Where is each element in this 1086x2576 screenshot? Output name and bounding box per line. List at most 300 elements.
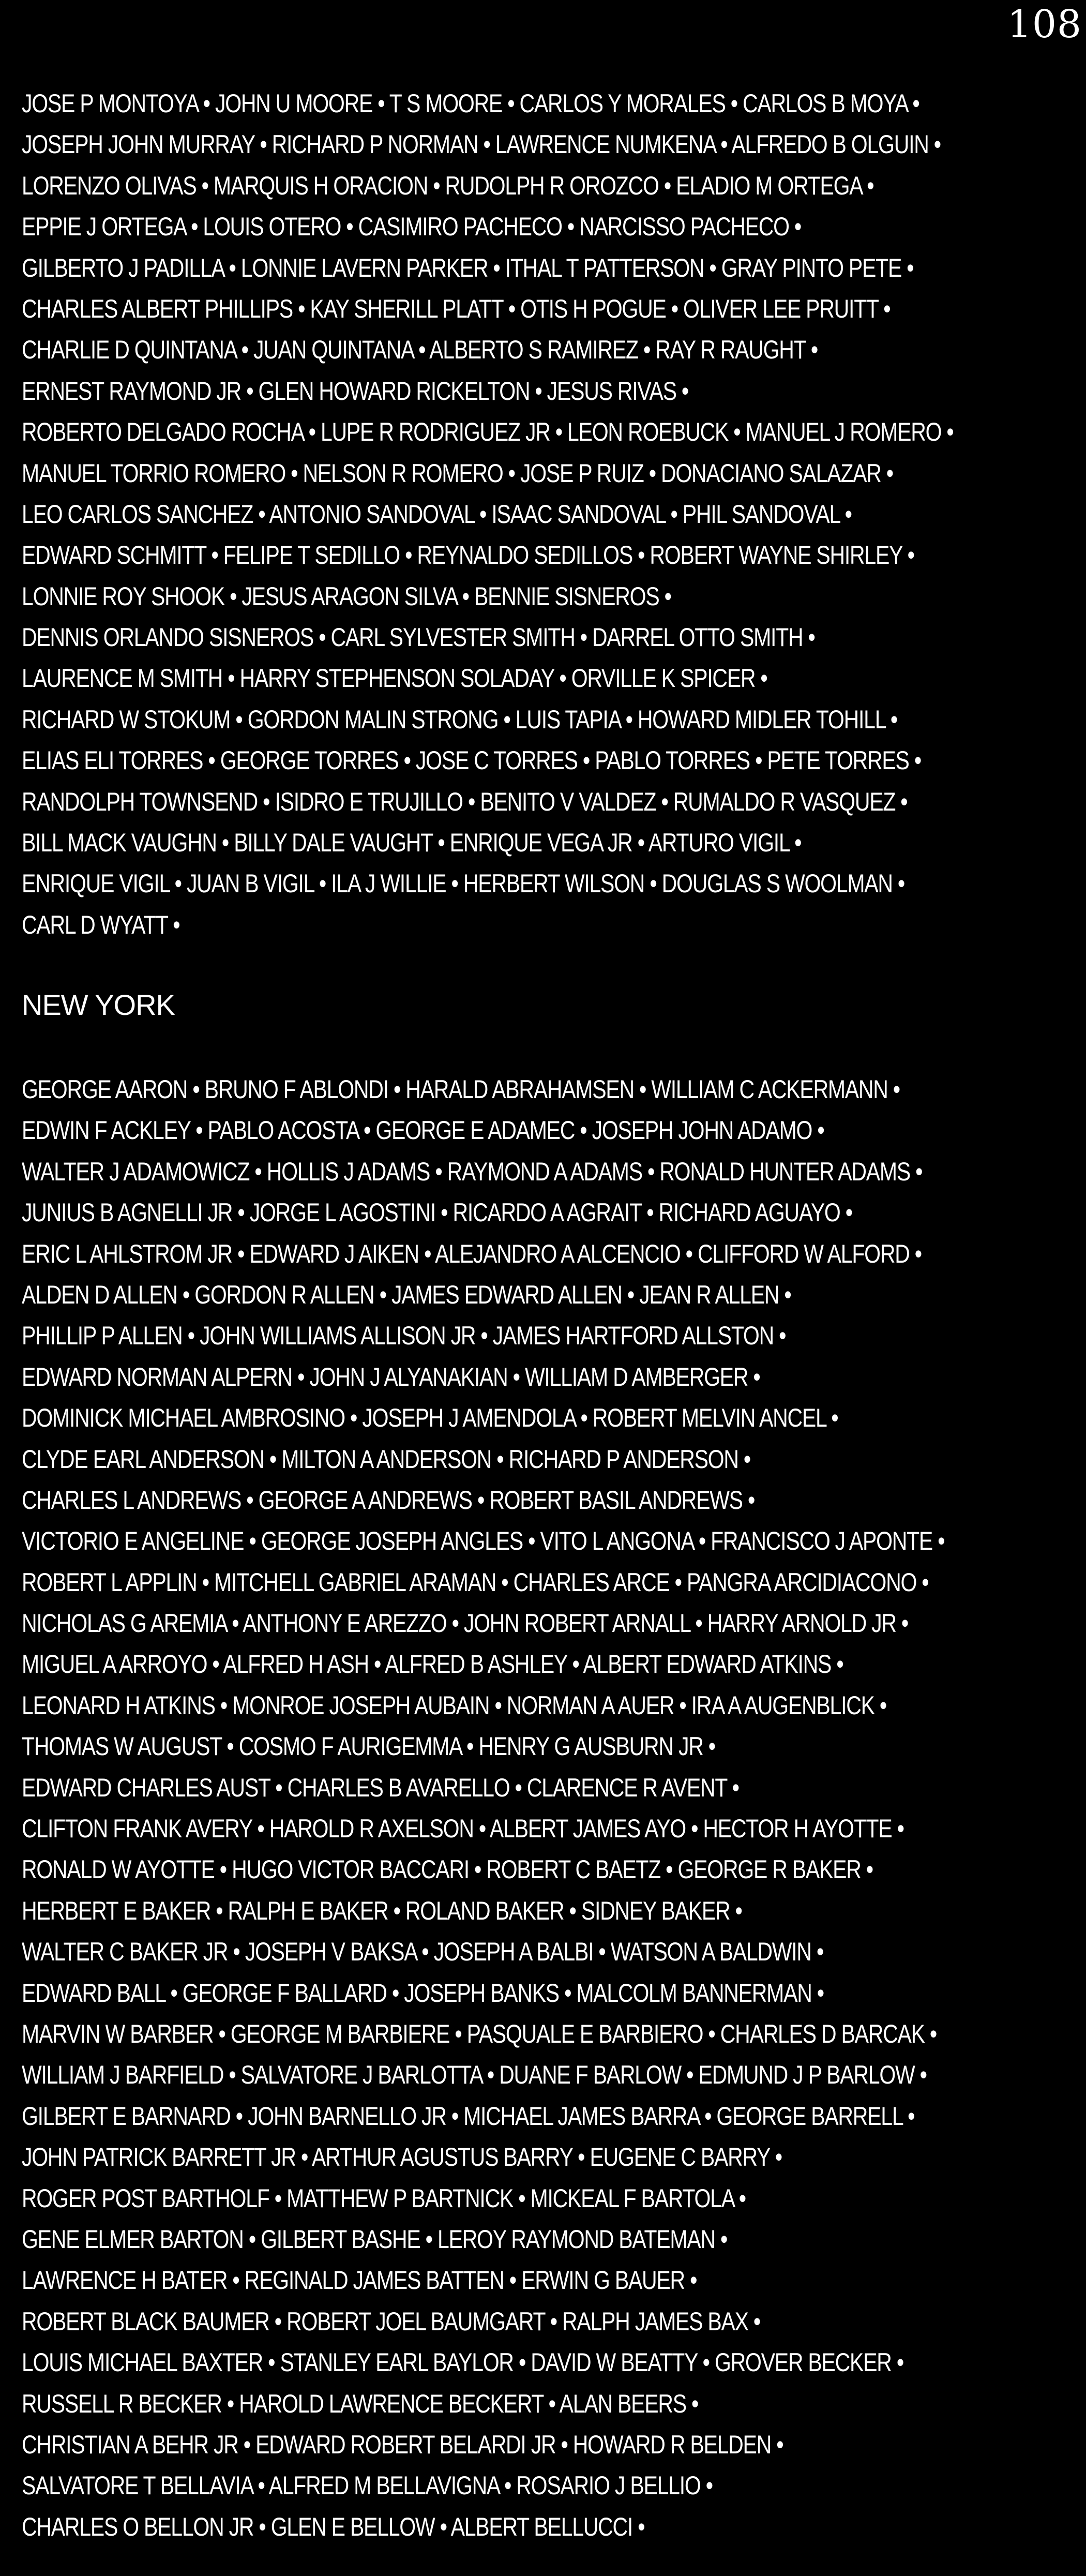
name-separator: • [742,1485,755,1515]
name-line [22,330,887,370]
name-separator: • [264,1444,282,1474]
name-separator: • [771,2430,783,2459]
engraved-name: WILLIAM D AMBERGER [524,1362,748,1391]
name-separator: • [559,1978,577,2008]
name-separator: • [223,2060,241,2090]
engraved-name: KAY SHERILL PLATT [310,294,503,323]
name-separator: • [430,1157,447,1186]
name-separator: • [910,1157,923,1186]
engraved-name: ROSARIO J BELLIO [516,2471,701,2500]
engraved-name: GROVER BECKER [714,2348,892,2377]
name-line [22,1398,887,1439]
name-separator: • [642,1157,660,1186]
name-separator: • [878,294,891,323]
name-separator: • [749,746,767,775]
name-separator: • [748,1362,760,1391]
engraved-name: ALFREDO B OLGUIN [731,130,929,159]
engraved-name: ROLAND BAKER [405,1896,564,1925]
engraved-name: CHARLES L ANDREWS [22,1485,242,1515]
engraved-name: GEORGE BARRELL [716,2101,902,2131]
name-separator: • [773,1321,786,1351]
engraved-name: LAWRENCE NUMKENA [495,130,716,159]
name-separator: • [236,335,253,365]
name-separator: • [461,1732,479,1761]
name-line [22,1808,904,1849]
name-separator: • [462,787,480,816]
name-line [22,2055,927,2095]
engraved-name: LUPE R RODRIGUEZ JR [320,417,550,447]
engraved-name: ARTHUR AGUSTUS BARRY [312,2143,572,2172]
name-separator: • [811,1937,824,1967]
engraved-name: ALBERTO S RAMIREZ [429,335,638,365]
engraved-name: GEORGE A ANDREWS [258,1485,472,1515]
name-separator: • [224,581,242,611]
name-line [22,2219,887,2260]
name-separator: • [413,335,430,365]
engraved-name: ALBERT EDWARD ATKINS [583,1650,832,1679]
engraved-name: HUGO VICTOR BACCARI [232,1855,469,1884]
name-separator: • [941,417,954,447]
name-line [22,1931,887,1972]
name-separator: • [473,1814,490,1844]
engraved-name: GILBERT BASHE [261,2224,420,2254]
name-separator: • [206,541,223,570]
name-separator: • [232,1239,250,1268]
engraved-name: JOSEPH JOHN MURRAY [22,130,255,159]
engraved-name: HERBERT WILSON [463,869,645,898]
engraved-name: NORMAN A AUER [506,1690,674,1720]
engraved-name: PANGRA ARCIDIACONO [686,1567,917,1597]
name-line [22,1439,887,1480]
engraved-name: RANDOLPH TOWNSEND [22,787,258,816]
engraved-name: JOSEPH V BAKSA [245,1937,417,1967]
name-separator: • [840,1198,852,1227]
name-line [22,1562,929,1603]
engraved-name: ANTONIO SANDOVAL [269,499,474,529]
engraved-name: EDWARD CHARLES AUST [22,1773,270,1802]
engraved-name: EPPIE J ORTEGA [22,212,186,242]
name-separator: • [420,2224,438,2254]
page-number: 108 [1007,2,1082,47]
name-separator: • [177,1280,195,1309]
name-separator: • [344,1403,363,1433]
name-separator: • [700,2471,713,2500]
name-separator: • [446,1609,464,1638]
engraved-name: EDWARD BALL [22,1978,165,2008]
engraved-name: IRA A AUGENBLICK [691,1690,874,1720]
name-separator: • [641,1198,659,1227]
engraved-name: ENRIQUE VEGA JR [449,828,632,858]
engraved-name: RONALD W AYOTTE [22,1855,215,1884]
name-separator: • [674,1690,691,1720]
engraved-name: GORDON MALIN STRONG [247,705,499,734]
engraved-name: ALBERT JAMES AYO [489,1814,686,1844]
name-separator: • [475,1321,493,1351]
name-separator: • [263,2348,280,2377]
engraved-name: RAY R RAUGHT [655,335,806,365]
engraved-name: EDMUND J P BARLOW [698,2060,915,2090]
name-separator: • [909,1239,922,1268]
name-separator: • [341,212,358,242]
engraved-name: SALVATORE T BELLAVIA [22,2471,253,2500]
name-separator: • [503,294,521,323]
name-separator: • [196,171,214,200]
name-separator: • [693,1526,711,1556]
name-separator: • [303,417,321,447]
engraved-name: RICHARD AGUAYO [658,1198,840,1227]
name-separator: • [681,2060,699,2090]
name-separator: • [676,376,688,406]
engraved-name: OTIS H POGUE [520,294,666,323]
engraved-name: DONACIANO SALAZAR [661,458,881,488]
engraved-name: JEAN R ALLEN [639,1280,779,1309]
name-separator: • [238,2430,256,2459]
name-separator: • [891,2348,903,2377]
name-separator: • [632,541,650,570]
engraved-name: PETE TORRES [767,746,909,775]
engraved-name: HERBERT E BAKER [22,1896,211,1925]
engraved-name: GLEN HOWARD RICKELTON [258,376,530,406]
name-separator: • [446,869,463,898]
engraved-name: GILBERT E BARNARD [22,2101,231,2131]
name-separator: • [902,541,914,570]
name-separator: • [243,2224,261,2254]
name-line [22,1151,923,1192]
engraved-name: JOHN BARNELLO JR [248,2101,446,2131]
name-line [22,83,919,124]
engraved-name: GORDON R ALLEN [194,1280,374,1309]
engraved-name: RONALD HUNTER ADAMS [659,1157,910,1186]
name-separator: • [187,1075,205,1104]
engraved-name: SALVATORE J BARLOTTA [240,2060,482,2090]
engraved-name: JOSEPH A BALBI [433,1937,594,1967]
engraved-name: ROBERT C BAETZ [486,1855,661,1884]
engraved-name: JOSEPH JOHN ADAMO [592,1116,812,1145]
engraved-name: ALDEN D ALLEN [22,1280,177,1309]
engraved-name: JOHN WILLIAMS ALLISON JR [199,1321,476,1351]
engraved-name: EDWARD NORMAN ALPERN [22,1362,292,1391]
name-separator: • [703,1732,715,1761]
engraved-name: BILLY DALE VAUGHT [234,828,433,858]
name-line [22,1603,909,1644]
engraved-name: REYNALDO SEDILLOS [417,541,632,570]
engraved-name: ISIDRO E TRUJILLO [275,787,463,816]
engraved-name: ITHAL T PATTERSON [505,253,704,282]
name-separator: • [862,171,874,200]
name-separator: • [811,1978,824,2008]
name-separator: • [789,828,802,858]
name-separator: • [491,1444,509,1474]
engraved-name: EDWARD ROBERT BELARDI JR [255,2430,556,2459]
engraved-name: JOSE C TORRES [415,746,578,775]
name-separator: • [564,1896,581,1925]
name-separator: • [643,458,661,488]
name-line [22,1357,887,1398]
engraved-name: EUGENE C BARRY [590,2143,770,2172]
name-line [22,166,887,206]
engraved-name: PABLO TORRES [595,746,750,775]
engraved-name: JUAN B VIGIL [186,869,314,898]
name-separator: • [478,130,495,159]
name-separator: • [214,1855,232,1884]
name-separator: • [513,2348,531,2377]
name-separator: • [562,212,580,242]
name-line [22,782,908,822]
name-separator: • [545,2307,562,2336]
name-separator: • [399,541,417,570]
name-separator: • [165,1978,183,2008]
name-separator: • [928,130,941,159]
name-separator: • [892,869,905,898]
engraved-name: JOSEPH BANKS [404,1978,559,2008]
engraved-name: SIDNEY BAKER [581,1896,730,1925]
name-line [22,617,887,658]
name-line [22,248,914,289]
engraved-name: GLEN E BELLOW [270,2512,435,2541]
engraved-name: ELIAS ELI TORRES [22,746,203,775]
name-separator: • [567,1650,583,1679]
engraved-name: LEROY RAYMOND BATEMAN [437,2224,715,2254]
name-separator: • [690,1609,707,1638]
name-separator: • [210,1896,228,1925]
engraved-name: WILLIAM J BARFIELD [22,2060,224,2090]
engraved-name: WALTER J ADAMOWICZ [22,1157,250,1186]
engraved-name: JOSE P MONTOYA [22,89,198,118]
name-separator: • [907,89,919,118]
name-separator: • [249,1157,267,1186]
engraved-name: MARQUIS H ORACION [213,171,428,200]
name-separator: • [295,2143,312,2172]
engraved-name: JOHN J ALYANAKIAN [309,1362,508,1391]
name-separator: • [474,499,492,529]
name-separator: • [733,2183,746,2213]
name-line [22,699,898,740]
name-line [22,658,887,699]
engraved-name: JAMES EDWARD ALLEN [391,1280,622,1309]
name-separator: • [418,1239,435,1268]
engraved-name: HOWARD R BELDEN [572,2430,772,2459]
name-separator: • [198,89,215,118]
name-separator: • [680,1239,698,1268]
engraved-name: GENE ELMER BARTON [22,2224,244,2254]
engraved-name: MONROE JOSEPH AUBAIN [232,1690,490,1720]
engraved-name: GEORGE E ADAMEC [375,1116,575,1145]
engraved-name: CASIMIRO PACHECO [358,212,562,242]
name-separator: • [685,1814,703,1844]
engraved-name: LEONARD H ATKINS [22,1690,215,1720]
engraved-name: WILLIAM C ACKERMANN [651,1075,888,1104]
name-separator: • [182,1321,200,1351]
engraved-name: PASQUALE E BARBIERO [466,2019,703,2048]
engraved-name: DOMINICK MICHAEL AMBROSINO [22,1403,345,1433]
name-separator: • [244,1526,261,1556]
name-line [22,1234,922,1275]
engraved-name: OLIVER LEE PRUITT [683,294,879,323]
engraved-name: MILTON A ANDERSON [281,1444,492,1474]
engraved-name: RUMALDO R VASQUEZ [673,787,896,816]
name-separator: • [398,746,416,775]
engraved-name: JOHN PATRICK BARRETT JR [22,2143,296,2172]
engraved-name: MITCHELL GABRIEL ARAMAN [214,1567,496,1597]
name-line [22,1315,887,1356]
engraved-name: JESUS ARAGON SILVA [242,581,457,611]
name-separator: • [388,1075,406,1104]
name-separator: • [449,2019,467,2048]
name-list-new-york [22,1069,1077,2548]
name-separator: • [839,499,852,529]
engraved-name: JUNIUS B AGNELLI JR [22,1198,233,1227]
engraved-name: JOSEPH J AMENDOLA [362,1403,576,1433]
engraved-name: LEO CARLOS SANCHEZ [22,499,253,529]
engraved-name: CARL SYLVESTER SMITH [330,623,575,652]
name-separator: • [416,1937,434,1967]
engraved-name: CHRISTIAN A BEHR JR [22,2430,238,2459]
engraved-name: RALPH JAMES BAX [562,2307,748,2336]
name-separator: • [725,89,743,118]
engraved-name: RAYMOND A ADAMS [447,1157,642,1186]
engraved-name: ROBERT MELVIN ANCEL [592,1403,826,1433]
name-separator: • [222,664,240,693]
name-separator: • [684,2266,697,2295]
engraved-name: DAVID W BEATTY [531,2348,698,2377]
name-separator: • [388,1896,405,1925]
name-separator: • [168,910,180,939]
name-line [22,289,891,330]
engraved-name: CARL D WYATT [22,910,168,939]
name-separator: • [632,2512,645,2541]
name-separator: • [924,2019,937,2048]
name-line [22,2342,903,2383]
engraved-name: ARTURO VIGIL [648,828,790,858]
name-separator: • [292,294,310,323]
name-separator: • [507,1362,525,1391]
engraved-name: ERIC L AHLSTROM JR [22,1239,232,1268]
engraved-name: ROGER POST BARTHOLF [22,2183,269,2213]
name-separator: • [368,1650,385,1679]
name-separator: • [902,2101,915,2131]
engraved-name: DENNIS ORLANDO SISNEROS [22,623,314,652]
name-separator: • [213,2019,231,2048]
name-separator: • [523,1526,540,1556]
name-line [22,2465,887,2506]
name-separator: • [659,581,671,611]
name-separator: • [593,1937,611,1967]
name-separator: • [499,2471,517,2500]
name-separator: • [554,664,571,693]
engraved-name: GEORGE F BALLARD [182,1978,387,2008]
name-separator: • [892,1814,904,1844]
engraved-name: ISAAC SANDOVAL [491,499,666,529]
name-separator: • [257,787,275,816]
name-line [22,1726,887,1767]
name-line [22,371,887,412]
name-separator: • [241,376,259,406]
name-line [22,905,887,946]
name-separator: • [488,253,505,282]
name-separator: • [241,1485,259,1515]
engraved-name: ALFRED B ASHLEY [385,1650,567,1679]
name-line [22,1110,887,1151]
engraved-name: LAURENCE M SMITH [22,664,223,693]
engraved-name: RUDOLPH R OROZCO [445,171,659,200]
name-separator: • [748,2307,761,2336]
name-separator: • [577,746,595,775]
name-line [22,1768,887,1808]
name-separator: • [207,1650,223,1679]
engraved-name: GEORGE JOSEPH ANGLES [261,1526,523,1556]
name-separator: • [469,1855,487,1884]
name-separator: • [932,1526,945,1556]
name-list-continued [22,83,1077,946]
name-line [22,535,914,576]
engraved-name: MICKEAL F BARTOLA [530,2183,734,2213]
name-separator: • [232,1198,250,1227]
engraved-name: LORENZO OLIVAS [22,171,197,200]
engraved-name: PHILLIP P ALLEN [22,1321,183,1351]
engraved-name: RICARDO A AGRAIT [452,1198,642,1227]
name-separator: • [197,1567,215,1597]
engraved-name: HARALD ABRAHAMSEN [405,1075,634,1104]
name-separator: • [686,2389,699,2418]
name-separator: • [252,1814,269,1844]
name-separator: • [428,171,445,200]
name-separator: • [386,1978,404,2008]
engraved-name: CLYDE EARL ANDERSON [22,1444,264,1474]
engraved-name: STANLEY EARL BAYLOR [280,2348,514,2377]
name-line [22,1192,887,1233]
name-separator: • [770,2143,782,2172]
name-separator: • [513,2183,531,2213]
engraved-name: MANUEL J ROMERO [745,417,942,447]
engraved-name: COSMO F AURIGEMMA [238,1732,461,1761]
engraved-name: ENRIQUE VIGIL [22,869,170,898]
engraved-name: JOHN ROBERT ARNALL [463,1609,690,1638]
engraved-name: CHARLES O BELLON JR [22,2512,254,2541]
name-separator: • [230,705,248,734]
engraved-name: GEORGE M BARBIERE [230,2019,450,2048]
engraved-name: ROBERT WAYNE SHIRLEY [650,541,902,570]
engraved-name: T S MOORE [389,89,503,118]
engraved-name: RICHARD P ANDERSON [508,1444,738,1474]
engraved-name: LOUIS OTERO [203,212,341,242]
engraved-name: HOWARD MIDLER TOHILL [637,705,885,734]
name-separator: • [703,2019,720,2048]
name-separator: • [503,458,520,488]
name-separator: • [374,1280,391,1309]
engraved-name: JOSE P RUIZ [520,458,644,488]
name-separator: • [432,828,450,858]
engraved-name: GEORGE AARON [22,1075,188,1104]
name-separator: • [269,2307,287,2336]
name-line [22,1685,887,1726]
name-separator: • [715,130,732,159]
engraved-name: HOLLIS J ADAMS [266,1157,430,1186]
engraved-name: ALFRED H ASH [223,1650,369,1679]
engraved-name: CHARLES B AVARELLO [287,1773,510,1802]
engraved-name: DOUGLAS S WOOLMAN [661,869,893,898]
name-separator: • [215,1690,233,1720]
name-separator: • [190,1116,208,1145]
name-line [22,206,887,247]
name-line [22,2424,887,2465]
name-separator: • [253,2512,271,2541]
name-separator: • [435,1198,453,1227]
name-separator: • [285,458,303,488]
name-separator: • [632,828,648,858]
engraved-name: CHARLES ALBERT PHILLIPS [22,294,293,323]
engraved-name: FRANCISCO J APONTE [711,1526,933,1556]
engraved-name: RICHARD P NORMAN [272,130,478,159]
